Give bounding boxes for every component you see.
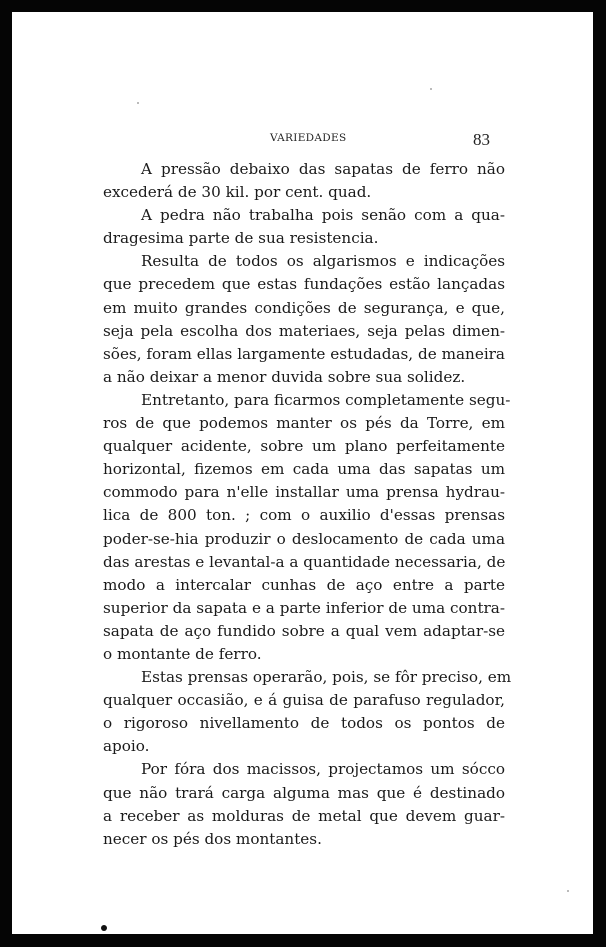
- text-line: Por fóra dos macissos, projectamos um sócco: [141, 760, 505, 779]
- text-line: qualquer occasião, e á guisa de parafuso regulador,: [103, 691, 505, 710]
- paragraph: [103, 758, 505, 850]
- text-line: poder-se-hia produzir o deslocamento de cada uma: [103, 529, 505, 548]
- text-line: commodo para n'elle installar uma prensa hydrau-: [103, 483, 505, 502]
- paragraph: [103, 204, 505, 250]
- text-line: sapata de aço fundido sobre a qual vem adaptar-se: [103, 621, 505, 640]
- text-line: Estas prensas operarão, pois, se fôr preciso, em: [141, 668, 512, 687]
- paragraph: [103, 158, 505, 204]
- text-line: ros de que podemos manter os pés da Torre, em: [103, 414, 505, 433]
- text-line: dragesima parte de sua resistencia.: [103, 229, 379, 248]
- paper-speck: [137, 102, 139, 104]
- text-line: A pressão debaixo das sapatas de ferro não: [141, 160, 505, 178]
- paper-speck: [430, 88, 432, 90]
- text-line: que não trará carga alguma mas que é destinado: [103, 783, 505, 802]
- page-number: 83: [473, 130, 490, 149]
- text-line: excederá de 30 kil. por cent. quad.: [103, 183, 372, 202]
- page-header: [12, 130, 593, 150]
- paragraph: [103, 666, 512, 758]
- text-line: Entretanto, para ficarmos completamente segu-: [141, 390, 511, 409]
- text-line: necer os pés dos montantes.: [103, 829, 322, 848]
- text-line: a não deixar a menor duvida sobre sua solidez.: [103, 367, 466, 386]
- text-line: sões, foram ellas largamente estudadas, de maneira: [103, 344, 505, 363]
- paragraph: [103, 389, 511, 666]
- text-line: superior da sapata e a parte inferior de uma contra-: [103, 598, 505, 617]
- text-line: o rigoroso nivellamento de todos os pontos de: [103, 714, 505, 733]
- running-head: VARIEDADES: [270, 132, 347, 144]
- text-line: horizontal, fizemos em cada uma das sapatas um: [103, 460, 505, 479]
- text-line: apoio.: [103, 737, 150, 756]
- text-line: em muito grandes condições de segurança, e que,: [103, 298, 505, 317]
- text-line: o montante de ferro.: [103, 644, 262, 663]
- text-line: das arestas e levantal-a a quantidade necessaria, de: [103, 552, 506, 571]
- body-text: [103, 158, 512, 851]
- book-page: [12, 12, 593, 934]
- paragraph: [103, 250, 505, 389]
- ink-dot: [101, 925, 107, 931]
- text-line: Resulta de todos os algarismos e indicações: [141, 252, 505, 271]
- text-line: lica de 800 ton. ; com o auxilio d'essas prensas: [103, 506, 505, 525]
- text-line: que precedem que estas fundações estão lançadas: [103, 275, 505, 294]
- text-line: qualquer acidente, sobre um plano perfeitamente: [103, 437, 505, 456]
- text-line: A pedra não trabalha pois senão com a qua-: [141, 206, 505, 225]
- text-line: seja pela escolha dos materiaes, seja pelas dimen-: [103, 321, 505, 340]
- text-line: modo a intercalar cunhas de aço entre a parte: [103, 575, 505, 594]
- text-line: a receber as molduras de metal que devem guar-: [103, 806, 505, 825]
- paper-speck: [567, 890, 569, 892]
